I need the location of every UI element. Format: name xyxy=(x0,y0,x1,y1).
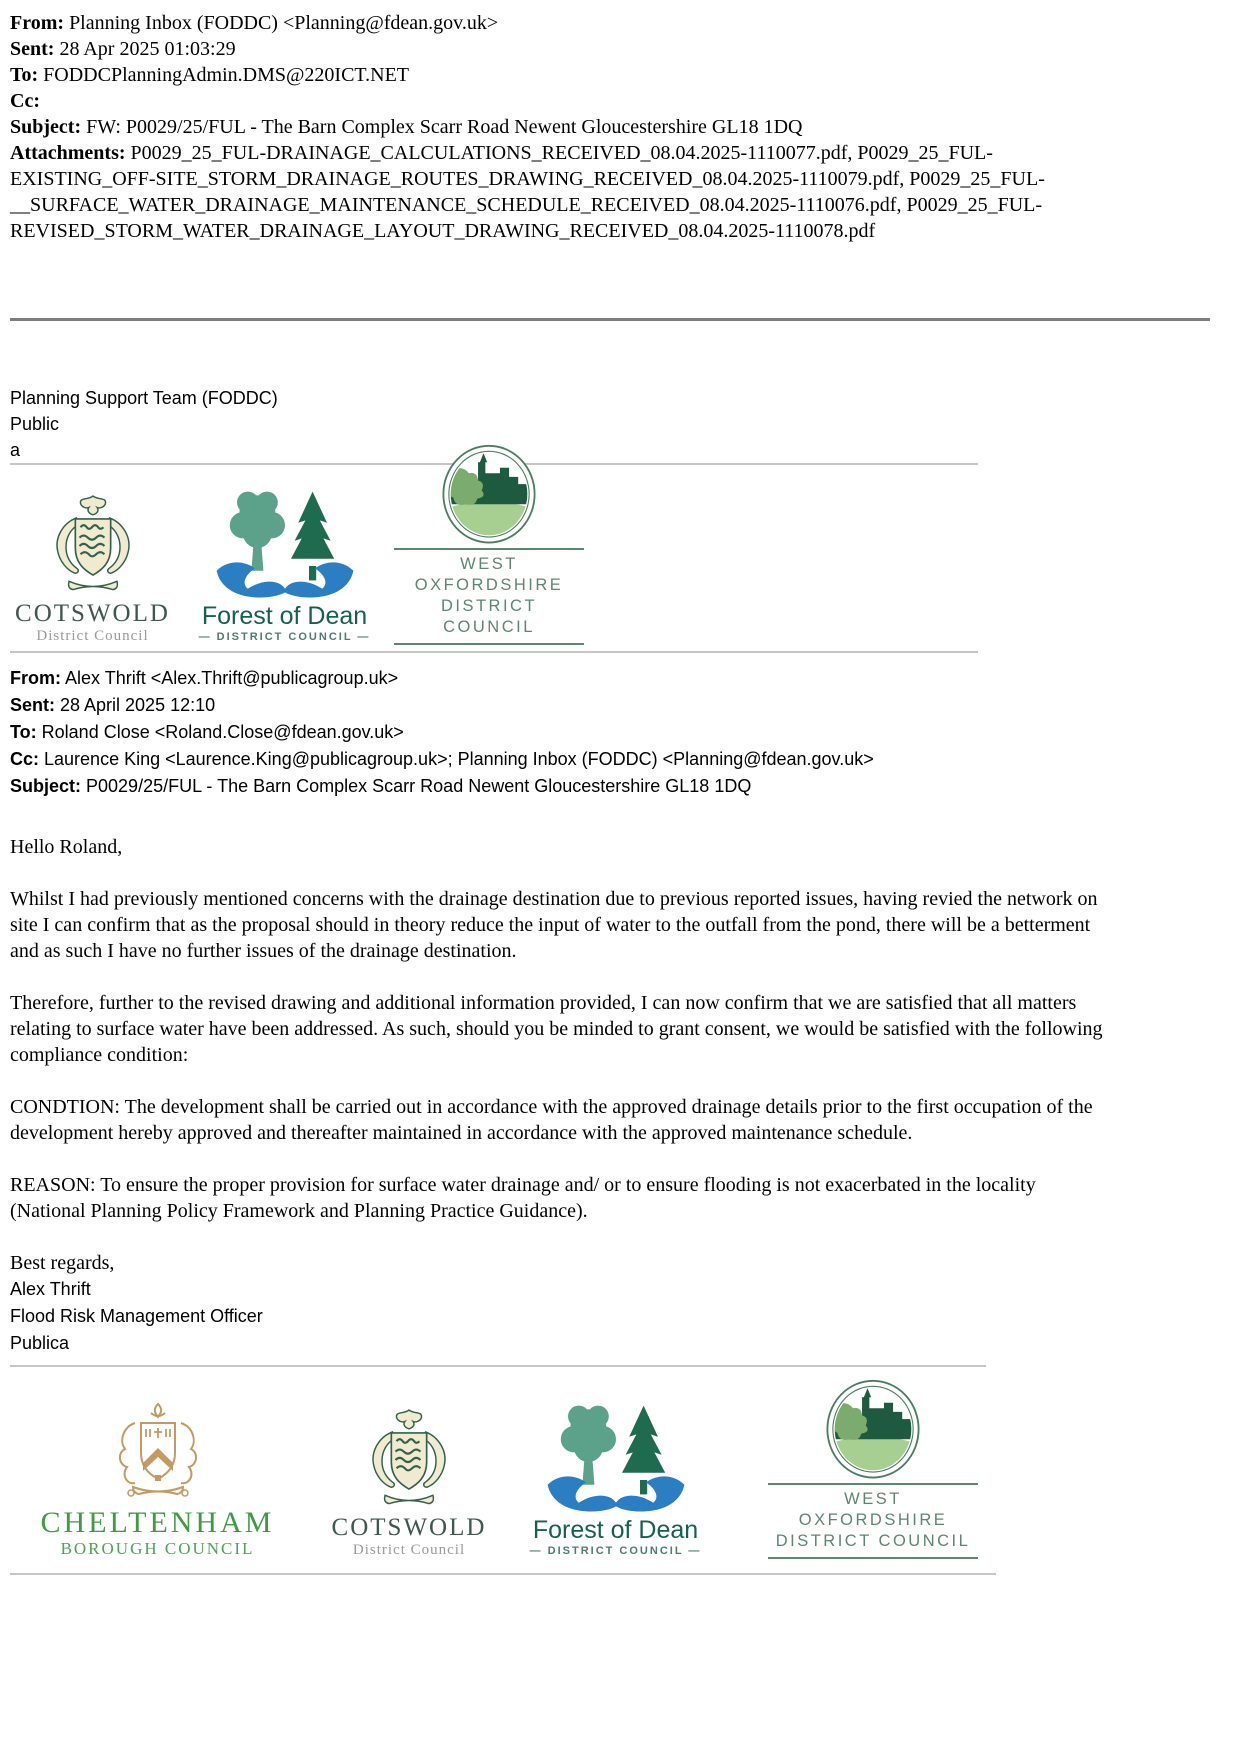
cotswold-name: COTSWOLD xyxy=(15,600,170,627)
from-line xyxy=(10,10,1110,36)
from-value: Planning Inbox (FODDC) <Planning@fdean.gov.uk> xyxy=(64,12,499,34)
signature-name: Alex Thrift xyxy=(10,1279,91,1299)
support-public-line: Public xyxy=(10,414,60,434)
divider-signature-3 xyxy=(10,1365,986,1367)
cotswold-crest-icon-2 xyxy=(357,1377,461,1514)
cc-value-2: Laurence King <Laurence.King@publicagroup.uk>; Planning Inbox (FODDC) <Planning@fdean.gov.uk> xyxy=(39,749,874,769)
west-oxfordshire-line2-2: DISTRICT COUNCIL xyxy=(775,1532,971,1550)
signature-details xyxy=(10,1276,1240,1357)
forest-of-dean-trees-icon xyxy=(205,473,365,602)
west-oxfordshire-caption-2 xyxy=(768,1483,978,1559)
to-line-2 xyxy=(10,719,1110,746)
sent-line-2 xyxy=(10,692,1110,719)
logo-west-oxfordshire-2 xyxy=(768,1377,978,1559)
subject-label: Subject: xyxy=(10,116,82,138)
cc-line xyxy=(10,88,1110,114)
email-header-inner xyxy=(10,665,1110,800)
subject-line-2 xyxy=(10,773,1110,800)
paragraph-1: Whilst I had previously mentioned concerns with the drainage destination due to previous reported issues, having revied the network on site I can confirm that as the proposal should in theory reduce the input of water to the outfall from the pond, there will be a betterment and as such I have no further issues of the drainage destination. xyxy=(10,888,1098,962)
attachments-label: Attachments: xyxy=(10,142,126,164)
sent-value-2: 28 April 2025 12:10 xyxy=(55,695,216,715)
forest-of-dean-name: Forest of Dean xyxy=(201,602,368,630)
signature-block xyxy=(10,1250,1240,1357)
sent-line xyxy=(10,36,1110,62)
cotswold-subtitle-2: District Council xyxy=(352,1542,466,1558)
west-oxfordshire-seal-icon-2 xyxy=(818,1377,928,1483)
west-oxfordshire-seal-icon xyxy=(434,444,544,548)
paragraph-condition: CONDTION: The development shall be carried out in accordance with the approved drainage details prior to the first occupation of the development hereby approved and thereafter maintained in accordance with the approved maintenance schedule. xyxy=(10,1096,1093,1144)
west-oxfordshire-line1-2: WEST OXFORDSHIRE xyxy=(798,1490,948,1529)
support-team-line: Planning Support Team (FODDC) xyxy=(10,388,278,408)
cc-label: Cc: xyxy=(10,90,40,112)
cheltenham-crest-icon xyxy=(103,1377,213,1507)
west-oxfordshire-line1: WEST OXFORDSHIRE xyxy=(414,555,564,594)
subject-value-2: P0029/25/FUL - The Barn Complex Scarr Road Newent Gloucestershire GL18 1DQ xyxy=(81,776,752,796)
logo-cotswold-2 xyxy=(325,1377,493,1559)
forest-of-dean-subtitle: — DISTRICT COUNCIL — xyxy=(198,631,371,643)
from-value-2: Alex Thrift <Alex.Thrift@publicagroup.uk> xyxy=(61,668,399,688)
sent-value: 28 Apr 2025 01:03:29 xyxy=(54,38,236,60)
to-value-2: Roland Close <Roland.Close@fdean.gov.uk> xyxy=(36,722,404,742)
sent-label-2: Sent: xyxy=(10,695,55,715)
signature-closing: Best regards, xyxy=(10,1252,115,1274)
divider-top xyxy=(10,318,1210,321)
support-team-block xyxy=(10,385,1240,463)
cotswold-name-2: COTSWOLD xyxy=(331,1514,487,1541)
forest-of-dean-subtitle-2: — DISTRICT COUNCIL — xyxy=(529,1545,702,1557)
message-body xyxy=(10,834,1110,1224)
attachments-value: P0029_25_FUL-DRAINAGE_CALCULATIONS_RECEIVED_08.04.2025-1110077.pdf, P0029_25_FUL-EXISTING_OFF-SITE_STORM_DRAINAGE_ROUTES_DRAWING_RECEIVED_08.04.2025-1110079.pdf, P0029_25_FUL-__SURFACE_WATER_DRAINAGE_MAINTENANCE_SCHEDULE_RECEIVED_08.04.2025-1110076.pdf, P0029_25_FUL-REVISED_STORM_WATER_DRAINAGE_LAYOUT_DRAWING_RECEIVED_08.04.2025-1110078.pdf xyxy=(10,142,1045,242)
paragraph-2: Therefore, further to the revised drawing and additional information provided, I can now confirm that we are satisfied that all matters relating to surface water have been addressed. As such, should you be minded to grant consent, we would be satisfied with the following compliance condition: xyxy=(10,992,1103,1066)
divider-signature-2 xyxy=(10,651,978,653)
to-value: FODDCPlanningAdmin.DMS@220ICT.NET xyxy=(38,64,410,86)
subject-label-2: Subject: xyxy=(10,776,82,796)
cheltenham-subtitle: BOROUGH COUNCIL xyxy=(60,1539,255,1558)
email-header-outer xyxy=(10,10,1110,244)
signature-org: Publica xyxy=(10,1333,70,1353)
logo-west-oxfordshire xyxy=(394,473,584,645)
subject-line xyxy=(10,114,1110,140)
cotswold-subtitle: District Council xyxy=(36,628,149,644)
subject-value: FW: P0029/25/FUL - The Barn Complex Scarr Road Newent Gloucestershire GL18 1DQ xyxy=(81,116,803,138)
west-oxfordshire-caption xyxy=(394,548,584,645)
cheltenham-name: CHELTENHAM xyxy=(40,1506,275,1539)
sent-label: Sent: xyxy=(10,38,55,60)
signature-title: Flood Risk Management Officer xyxy=(10,1306,263,1326)
support-a-line: a xyxy=(10,440,21,460)
logo-forest-of-dean-2 xyxy=(513,1377,718,1559)
to-line xyxy=(10,62,1110,88)
logo-forest-of-dean xyxy=(187,473,382,645)
cc-line-2 xyxy=(10,746,1110,773)
from-line-2 xyxy=(10,665,1110,692)
logo-cotswold xyxy=(10,473,175,645)
cotswold-crest-icon xyxy=(41,473,145,600)
logo-row-top xyxy=(10,473,1240,645)
divider-bottom xyxy=(10,1573,996,1575)
greeting: Hello Roland, xyxy=(10,836,123,858)
logo-row-bottom xyxy=(10,1377,1240,1559)
forest-of-dean-trees-icon-2 xyxy=(536,1377,696,1516)
west-oxfordshire-line2: DISTRICT COUNCIL xyxy=(440,597,538,636)
to-label-2: To: xyxy=(10,722,37,742)
logo-cheltenham xyxy=(10,1377,305,1559)
attachments-line xyxy=(10,140,1110,244)
paragraph-reason: REASON: To ensure the proper provision for surface water drainage and/ or to ensure flooding is not exacerbated in the locality (National Planning Policy Framework and Planning Practice Guidance). xyxy=(10,1174,1036,1222)
from-label-2: From: xyxy=(10,668,61,688)
from-label: From: xyxy=(10,12,65,34)
to-label: To: xyxy=(10,64,39,86)
cc-label-2: Cc: xyxy=(10,749,40,769)
forest-of-dean-name-2: Forest of Dean xyxy=(532,1516,699,1544)
